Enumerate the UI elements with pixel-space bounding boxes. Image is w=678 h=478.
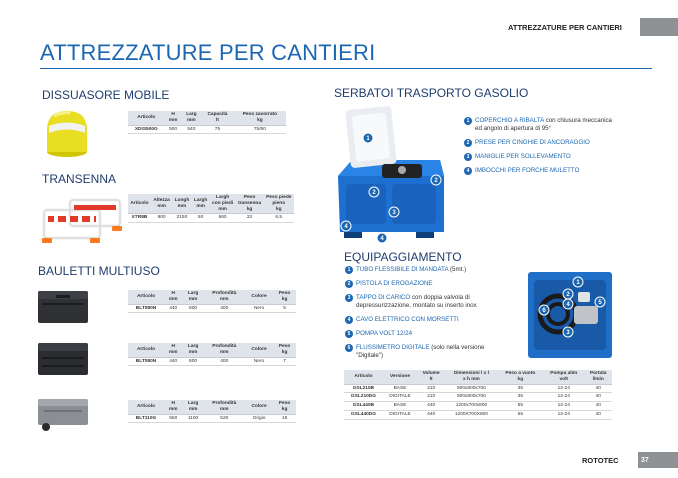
list-item [464, 167, 614, 175]
table-cell: 75 [201, 125, 234, 134]
table-cell: 12-24 [543, 384, 584, 393]
table-cell: DIGITALE [383, 393, 417, 402]
item-key: POMPA VOLT 12/24 [356, 330, 413, 338]
table-header-cell: Capacità lt [201, 111, 234, 125]
table-cell: 440 [417, 410, 445, 419]
table-cell: 12-24 [543, 393, 584, 402]
table-cell: GSL210DG [344, 393, 383, 402]
number-badge: 4 [345, 316, 353, 324]
table-row [344, 410, 612, 419]
table-cell: 540 [182, 125, 202, 134]
svg-text:4: 4 [380, 236, 384, 242]
table-cell: 660 [210, 214, 236, 223]
table-cell: 520 [204, 414, 245, 423]
table-header-cell: Peso transenna kg [236, 194, 264, 214]
table-cell: 440 [417, 402, 445, 411]
table-cell: 1100 [182, 414, 203, 423]
table-cell: 15 [273, 414, 296, 423]
equip-callout-3 [563, 327, 573, 337]
table-header-row [344, 370, 612, 384]
transenna-spec-table [128, 194, 294, 223]
item-key: TAPPO DI CARICO [356, 294, 411, 302]
item-key: TUBO FLESSIBILE DI MANDATA [356, 266, 449, 273]
table-header-cell: Articolo [128, 111, 165, 125]
table-row [128, 214, 294, 223]
table-cell: 440 [164, 304, 182, 313]
bauletto-1-spec-table [128, 290, 296, 313]
number-badge: 6 [345, 344, 353, 352]
table-header-cell: Larg mm [182, 290, 203, 304]
table-header-cell: Peso a vuoto kg [498, 370, 543, 384]
table-header-cell: Articolo [128, 343, 164, 357]
table-header-cell: Profondità mm [204, 400, 245, 414]
bauletto-black-2-image [36, 337, 92, 379]
table-cell: 550 [164, 414, 182, 423]
svg-text:1: 1 [366, 136, 370, 142]
svg-text:3: 3 [392, 210, 396, 216]
table-cell: BLT110G [128, 414, 164, 423]
table-cell: Grigio [245, 414, 273, 423]
table-cell: 7 [273, 357, 296, 366]
dissuasore-spec-table [128, 111, 286, 134]
table-row [128, 414, 296, 423]
callout-3 [389, 207, 399, 217]
table-cell: 400 [204, 357, 245, 366]
table-cell: 12-24 [543, 402, 584, 411]
bauletto-2-spec-table [128, 343, 296, 366]
table-header-cell: Peso kg [273, 343, 296, 357]
dissuasore-image [42, 106, 92, 158]
table-header-cell: Peso kg [273, 400, 296, 414]
table-header-cell: Largh mm [192, 194, 210, 214]
table-cell: 5 [273, 304, 296, 313]
table-cell: XDIS500G [128, 125, 165, 134]
table-cell: 800x800x700 [445, 384, 497, 393]
table-header-cell: Profondità mm [204, 290, 245, 304]
item-key: CAVO ELETTRICO CON MORSETTI [356, 316, 459, 324]
item-description: (solo nella versione "Digitale") [356, 344, 485, 360]
table-header-row [128, 111, 286, 125]
table-header-cell: H mm [164, 400, 182, 414]
serbatoi-title: SERBATOI TRASPORTO GASOLIO [334, 86, 529, 100]
table-row [344, 402, 612, 411]
table-cell: 12-24 [543, 410, 584, 419]
transenna-image [40, 194, 124, 250]
table-row [128, 304, 296, 313]
callout-2a [369, 187, 379, 197]
footer-brand: ROTOTEC [582, 455, 619, 465]
header-grey-tab [640, 18, 678, 36]
table-header-cell: Versione [383, 370, 417, 384]
equipaggiamento-list [345, 266, 513, 367]
table-cell: DIGITALE [383, 410, 417, 419]
table-cell: 35 [498, 393, 543, 402]
table-header-row [128, 194, 294, 214]
footer [582, 452, 678, 468]
table-header-cell: Peso zavorrato kg [234, 111, 286, 125]
title-divider [40, 68, 652, 69]
table-cell: 440 [164, 357, 182, 366]
table-cell: 40 [584, 410, 612, 419]
table-header-cell: Colore [245, 290, 273, 304]
table-row [344, 384, 612, 393]
table-cell: GSL440DG [344, 410, 383, 419]
number-badge: 1 [464, 117, 472, 125]
table-header-cell: Larg mm [182, 343, 203, 357]
item-key: FLUSSIMETRO DIGITALE [356, 344, 430, 352]
table-cell: 800x800x700 [445, 393, 497, 402]
table-cell: 1200x700x800 [445, 402, 497, 411]
callout-4a [341, 221, 351, 231]
table-cell: BASE [383, 402, 417, 411]
item-description: (5mt.) [448, 266, 467, 273]
table-header-cell: Articolo [128, 290, 164, 304]
number-badge: 5 [345, 330, 353, 338]
table-cell: BLT080N [128, 357, 164, 366]
table-header-cell: Dimensioni l x l x h mm [445, 370, 497, 384]
table-cell: 210 [417, 384, 445, 393]
table-header-cell: H mm [164, 343, 182, 357]
number-badge: 2 [345, 280, 353, 288]
list-item [464, 153, 614, 161]
table-header-cell: Colore [245, 343, 273, 357]
table-cell: 500 [165, 125, 182, 134]
list-item [345, 266, 513, 274]
table-header-cell: Profondità mm [204, 343, 245, 357]
svg-text:1: 1 [576, 280, 580, 286]
table-header-cell: H mm [164, 290, 182, 304]
svg-text:6: 6 [542, 308, 546, 314]
page-number: 37 [638, 452, 678, 468]
table-cell: 55 [498, 410, 543, 419]
number-badge: 1 [345, 266, 353, 274]
list-item [345, 330, 513, 338]
callout-2b [431, 175, 441, 185]
svg-text:3: 3 [566, 330, 570, 336]
list-item [345, 280, 513, 288]
table-cell: 55 [498, 402, 543, 411]
table-cell: 40 [584, 393, 612, 402]
table-cell: 800 [182, 357, 203, 366]
item-description: con chiusura meccanica ed angolo di apertura di 95° [475, 117, 612, 133]
page-title: ATTREZZATURE PER CANTIERI [40, 40, 376, 65]
table-cell: Nero [245, 357, 273, 366]
table-header-cell: Colore [245, 400, 273, 414]
table-cell: 35 [498, 384, 543, 393]
table-header-cell: Volume lt [417, 370, 445, 384]
table-header-cell: Lungh mm [172, 194, 191, 214]
table-cell: 50 [192, 214, 210, 223]
number-badge: 4 [464, 167, 472, 175]
item-key: COPERCHIO A RIBALTA [475, 117, 544, 124]
transenna-title: TRANSENNA [42, 172, 117, 186]
bauletto-3-spec-table [128, 400, 296, 423]
table-header-cell: Articolo [128, 194, 151, 214]
table-cell: 6,5 [264, 214, 294, 223]
serbatoi-features-list [464, 117, 614, 181]
table-cell: GSL210B [344, 384, 383, 393]
table-cell: 40 [584, 384, 612, 393]
table-cell: GSL440B [344, 402, 383, 411]
number-badge: 3 [345, 294, 353, 302]
table-header-cell: Peso piede pieno kg [264, 194, 294, 214]
item-key: IMBOCCHI PER FORCHE MULETTO [475, 167, 580, 175]
table-header-cell: Peso kg [273, 290, 296, 304]
equipaggiamento-spec-table [344, 370, 612, 420]
item-key: PRESE PER CINGHIE DI ANCORAGGIO [475, 139, 590, 147]
number-badge: 3 [464, 153, 472, 161]
table-cell: 1200X700X800 [445, 410, 497, 419]
table-header-cell: Articolo [128, 400, 164, 414]
svg-text:2: 2 [434, 178, 438, 184]
table-cell: 75/80 [234, 125, 286, 134]
table-cell: 800 [182, 304, 203, 313]
table-cell: BLT080N [128, 304, 164, 313]
table-header-cell: Altezza mm [151, 194, 172, 214]
bauletto-black-1-image [36, 285, 92, 327]
table-header-cell: Articolo [344, 370, 383, 384]
svg-text:4: 4 [344, 224, 348, 230]
table-cell: 22 [236, 214, 264, 223]
item-key: MANIGLIE PER SOLLEVAMENTO [475, 153, 571, 161]
table-header-row [128, 290, 296, 304]
bauletto-grey-image [36, 393, 92, 433]
table-row [128, 357, 296, 366]
table-cell: 2150 [172, 214, 191, 223]
table-header-cell: Largh con piedi mm [210, 194, 236, 214]
table-header-cell: Larg mm [182, 400, 203, 414]
list-item [345, 294, 513, 310]
item-description: con doppia valvola di depressurizzazione, montato su inserto inox [356, 294, 477, 310]
equip-callout-5 [595, 297, 605, 307]
table-cell: Nero [245, 304, 273, 313]
table-header-cell: Portata l/min [584, 370, 612, 384]
list-item [345, 316, 513, 324]
number-badge: 2 [464, 139, 472, 147]
header-section-label: ATTREZZATURE PER CANTIERI [508, 22, 622, 32]
svg-text:2: 2 [372, 190, 376, 196]
table-cell: BASE [383, 384, 417, 393]
table-row [128, 125, 286, 134]
table-cell: 400 [204, 304, 245, 313]
header-section-tab [508, 18, 678, 36]
equip-callout-2 [563, 289, 573, 299]
bauletti-title: BAULETTI MULTIUSO [38, 264, 160, 278]
callout-1 [363, 133, 373, 143]
svg-text:2: 2 [566, 292, 570, 298]
table-cell: 40 [584, 402, 612, 411]
table-header-cell: Larg mm [182, 111, 202, 125]
table-cell: XTR8B [128, 214, 151, 223]
equip-callout-6 [539, 305, 549, 315]
equip-callout-1 [573, 277, 583, 287]
list-item [464, 117, 614, 133]
list-item [345, 344, 513, 360]
svg-text:4: 4 [566, 302, 570, 308]
item-key: PISTOLA DI EROGAZIONE [356, 280, 433, 288]
table-cell: 210 [417, 393, 445, 402]
table-header-cell: H mm [165, 111, 182, 125]
table-header-row [128, 343, 296, 357]
serbatoio-callouts [332, 104, 454, 244]
equipaggiamento-image [528, 272, 612, 358]
table-header-cell: Pompa alim volt [543, 370, 584, 384]
table-cell: 900 [151, 214, 172, 223]
list-item [464, 139, 614, 147]
equip-callout-4 [563, 299, 573, 309]
equipaggiamento-title: EQUIPAGGIAMENTO [344, 250, 462, 264]
table-row [344, 393, 612, 402]
table-header-row [128, 400, 296, 414]
dissuasore-title: DISSUASORE MOBILE [42, 88, 170, 102]
svg-text:5: 5 [598, 300, 602, 306]
callout-4b [377, 233, 387, 243]
